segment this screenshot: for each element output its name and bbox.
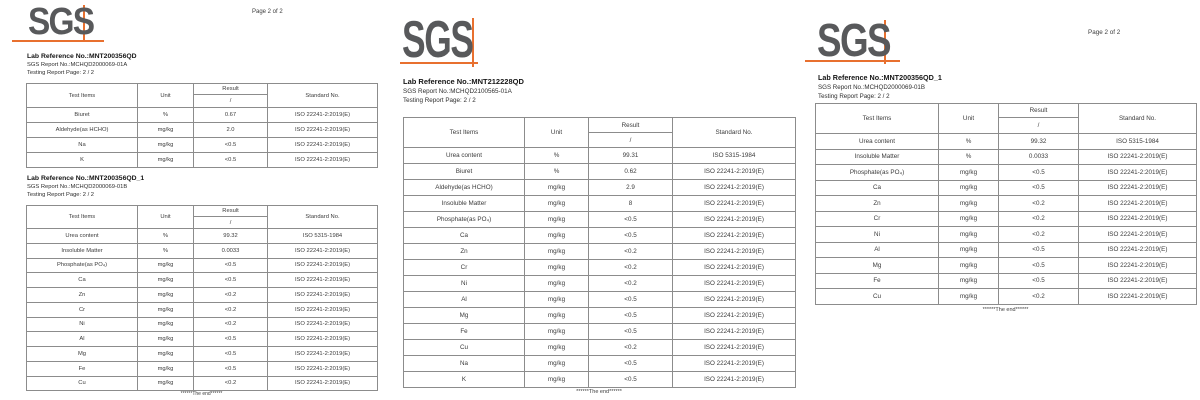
table-cell: <0.2 <box>194 376 268 391</box>
table-cell: % <box>138 243 194 258</box>
lab-reference-line: Lab Reference No.:MNT200356QD_1 <box>27 175 145 182</box>
table-cell: Urea content <box>816 134 939 150</box>
section-header <box>27 174 144 199</box>
table-row <box>816 289 1197 305</box>
table-cell: ISO 22241-2:2019(E) <box>268 243 378 258</box>
table-cell: mg/kg <box>939 227 999 243</box>
table-cell: mg/kg <box>525 196 589 212</box>
table-cell: Zn <box>816 196 939 212</box>
lab-reference-line: Lab Reference No.:MNT212228QD <box>403 77 524 86</box>
table-cell: <0.5 <box>589 372 673 388</box>
table-cell: mg/kg <box>138 258 194 273</box>
table-cell: <0.2 <box>194 288 268 303</box>
table-row <box>27 229 378 244</box>
table-cell: Ca <box>27 273 138 288</box>
table-row <box>27 317 378 332</box>
table-cell: <0.2 <box>589 276 673 292</box>
table-cell: Zn <box>404 244 525 260</box>
col-header-result: Result <box>589 118 673 133</box>
table-row <box>27 332 378 347</box>
table-cell: Na <box>27 138 138 153</box>
col-header-result: Result <box>194 84 268 95</box>
table-cell: ISO 22241-2:2019(E) <box>1079 165 1197 181</box>
table-cell: <0.5 <box>999 242 1079 258</box>
table-row <box>404 148 796 164</box>
table-cell: % <box>525 148 589 164</box>
table-cell: <0.5 <box>589 212 673 228</box>
table-cell: ISO 22241-2:2019(E) <box>673 340 796 356</box>
table-cell: ISO 22241-2:2019(E) <box>268 317 378 332</box>
report-page-2 <box>400 0 800 400</box>
table-row <box>27 347 378 362</box>
table-row <box>27 361 378 376</box>
table-cell: <0.5 <box>589 356 673 372</box>
col-header-standard: Standard No. <box>268 84 378 108</box>
table-cell: <0.5 <box>999 258 1079 274</box>
table-cell: Na <box>404 356 525 372</box>
col-header-test-items: Test Items <box>27 84 138 108</box>
table-cell: <0.2 <box>194 302 268 317</box>
table-cell: ISO 5315-1984 <box>673 148 796 164</box>
section-header <box>818 73 942 101</box>
table-cell: mg/kg <box>138 332 194 347</box>
table-cell: Phosphate(as PO₄) <box>816 165 939 181</box>
report-page-1 <box>0 0 400 400</box>
table-cell: Phosphate(as PO₄) <box>27 258 138 273</box>
table-row <box>816 165 1197 181</box>
table-cell: ISO 22241-2:2019(E) <box>268 361 378 376</box>
table-cell: 99.32 <box>999 134 1079 150</box>
table-cell: <0.5 <box>194 361 268 376</box>
table-row <box>404 212 796 228</box>
end-note: ******The end****** <box>576 389 622 395</box>
table-row <box>27 108 378 123</box>
table-cell: ISO 22241-2:2019(E) <box>673 260 796 276</box>
table-cell: <0.5 <box>589 308 673 324</box>
table-cell: <0.2 <box>999 227 1079 243</box>
results-table <box>26 205 378 391</box>
results-table <box>815 103 1197 305</box>
table-cell: ISO 22241-2:2019(E) <box>1079 289 1197 305</box>
table-cell: ISO 22241-2:2019(E) <box>673 324 796 340</box>
table-body <box>27 108 378 168</box>
testing-page-line: Testing Report Page: 2 / 2 <box>818 93 890 100</box>
table-cell: mg/kg <box>939 258 999 274</box>
report-no-line: SGS Report No.:MCHQD2100565-01A <box>403 88 512 95</box>
table-cell: mg/kg <box>939 242 999 258</box>
table-cell: <0.5 <box>999 180 1079 196</box>
table-row <box>404 196 796 212</box>
table-cell: Ca <box>816 180 939 196</box>
table-cell: <0.5 <box>999 273 1079 289</box>
table-cell: mg/kg <box>138 138 194 153</box>
table-cell: Insoluble Matter <box>27 243 138 258</box>
table-cell: ISO 22241-2:2019(E) <box>268 376 378 391</box>
col-header-unit: Unit <box>939 104 999 134</box>
table-cell: <0.5 <box>194 153 268 168</box>
table-row <box>404 180 796 196</box>
table-cell: Fe <box>404 324 525 340</box>
table-cell: ISO 22241-2:2019(E) <box>673 292 796 308</box>
table-cell: Biuret <box>404 164 525 180</box>
table-cell: ISO 22241-2:2019(E) <box>268 123 378 138</box>
table-row <box>404 324 796 340</box>
table-cell: 8 <box>589 196 673 212</box>
table-cell: ISO 22241-2:2019(E) <box>268 153 378 168</box>
table-row <box>816 242 1197 258</box>
table-row <box>404 292 796 308</box>
table-row <box>404 260 796 276</box>
table-cell: mg/kg <box>138 361 194 376</box>
table-cell: ISO 22241-2:2019(E) <box>673 356 796 372</box>
table-cell: ISO 22241-2:2019(E) <box>268 347 378 362</box>
sgs-logo-text: SGS <box>28 1 94 43</box>
table-cell: mg/kg <box>138 273 194 288</box>
table-body <box>27 229 378 391</box>
table-cell: Ni <box>404 276 525 292</box>
col-header-result-sub: / <box>194 95 268 108</box>
report-no-line: SGS Report No.:MCHQD2000069-01B <box>818 84 925 91</box>
col-header-result-sub: / <box>999 118 1079 134</box>
table-cell: ISO 22241-2:2019(E) <box>268 332 378 347</box>
col-header-result: Result <box>194 206 268 217</box>
table-row <box>27 273 378 288</box>
table-cell: <0.5 <box>589 324 673 340</box>
table-row <box>404 276 796 292</box>
table-cell: Mg <box>27 347 138 362</box>
table-row <box>816 273 1197 289</box>
table-cell: <0.2 <box>589 244 673 260</box>
table-cell: ISO 22241-2:2019(E) <box>1079 149 1197 165</box>
table-cell: <0.5 <box>589 292 673 308</box>
table-cell: % <box>525 164 589 180</box>
col-header-result: Result <box>999 104 1079 118</box>
end-note: ******The end****** <box>180 391 223 397</box>
table-cell: 99.31 <box>589 148 673 164</box>
table-cell: ISO 22241-2:2019(E) <box>1079 258 1197 274</box>
table-cell: mg/kg <box>525 180 589 196</box>
table-row <box>816 227 1197 243</box>
table-cell: ISO 22241-2:2019(E) <box>268 273 378 288</box>
table-cell: mg/kg <box>939 180 999 196</box>
col-header-test-items: Test Items <box>27 206 138 229</box>
table-cell: <0.5 <box>999 165 1079 181</box>
table-cell: ISO 5315-1984 <box>1079 134 1197 150</box>
table-cell: Al <box>27 332 138 347</box>
table-cell: Mg <box>404 308 525 324</box>
table-row <box>816 258 1197 274</box>
table-cell: ISO 22241-2:2019(E) <box>268 302 378 317</box>
table-cell: <0.5 <box>589 228 673 244</box>
table-cell: ISO 22241-2:2019(E) <box>1079 196 1197 212</box>
table-cell: 2.0 <box>194 123 268 138</box>
table-cell: ISO 22241-2:2019(E) <box>1079 227 1197 243</box>
table-cell: Ni <box>27 317 138 332</box>
table-row <box>404 308 796 324</box>
table-cell: ISO 22241-2:2019(E) <box>673 308 796 324</box>
table-cell: ISO 22241-2:2019(E) <box>673 212 796 228</box>
col-header-unit: Unit <box>138 206 194 229</box>
table-row <box>27 302 378 317</box>
table-cell: ISO 22241-2:2019(E) <box>1079 211 1197 227</box>
table-cell: mg/kg <box>525 340 589 356</box>
section-header <box>403 77 524 105</box>
table-cell: Aldehyde(as HCHO) <box>27 123 138 138</box>
table-cell: Cu <box>816 289 939 305</box>
table-cell: mg/kg <box>939 289 999 305</box>
table-cell: Insoluble Matter <box>404 196 525 212</box>
table-cell: mg/kg <box>525 260 589 276</box>
table-cell: ISO 22241-2:2019(E) <box>1079 180 1197 196</box>
col-header-standard: Standard No. <box>268 206 378 229</box>
col-header-test-items: Test Items <box>816 104 939 134</box>
table-cell: % <box>138 229 194 244</box>
table-cell: mg/kg <box>525 356 589 372</box>
table-cell: mg/kg <box>525 292 589 308</box>
table-cell: 2.9 <box>589 180 673 196</box>
table-cell: ISO 5315-1984 <box>268 229 378 244</box>
report-no-line: SGS Report No.:MCHQD2000069-01A <box>27 62 128 68</box>
table-cell: mg/kg <box>138 317 194 332</box>
table-cell: ISO 22241-2:2019(E) <box>268 138 378 153</box>
table-cell: <0.5 <box>194 332 268 347</box>
table-cell: ISO 22241-2:2019(E) <box>268 108 378 123</box>
table-cell: % <box>138 108 194 123</box>
results-table <box>26 83 378 168</box>
table-cell: Urea content <box>404 148 525 164</box>
table-cell: <0.2 <box>999 211 1079 227</box>
table-cell: <0.2 <box>194 317 268 332</box>
table-row <box>816 180 1197 196</box>
table-cell: mg/kg <box>939 165 999 181</box>
table-cell: <0.5 <box>194 138 268 153</box>
sgs-logo-text: SGS <box>817 14 890 66</box>
table-cell: mg/kg <box>525 244 589 260</box>
table-row <box>27 258 378 273</box>
table-row <box>404 244 796 260</box>
table-cell: ISO 22241-2:2019(E) <box>673 196 796 212</box>
results-table <box>403 117 796 388</box>
section-header <box>27 52 137 77</box>
table-cell: <0.2 <box>999 289 1079 305</box>
table-cell: <0.5 <box>194 347 268 362</box>
col-header-unit: Unit <box>525 118 589 148</box>
table-cell: % <box>939 134 999 150</box>
table-cell: <0.5 <box>194 258 268 273</box>
testing-page-line: Testing Report Page: 2 / 2 <box>27 70 95 76</box>
table-cell: 0.0033 <box>194 243 268 258</box>
sgs-logo-text: SGS <box>402 11 473 69</box>
table-row <box>27 243 378 258</box>
table-cell: K <box>404 372 525 388</box>
col-header-result-sub: / <box>589 133 673 148</box>
table-row <box>27 153 378 168</box>
table-cell: Cr <box>404 260 525 276</box>
table-row <box>816 149 1197 165</box>
table-cell: Fe <box>27 361 138 376</box>
report-page-3 <box>800 0 1200 400</box>
lab-reference-line: Lab Reference No.:MNT200356QD <box>27 53 137 60</box>
table-cell: K <box>27 153 138 168</box>
col-header-test-items: Test Items <box>404 118 525 148</box>
table-cell: ISO 22241-2:2019(E) <box>673 276 796 292</box>
table-cell: Ca <box>404 228 525 244</box>
page-number-label: Page 2 of 2 <box>252 9 283 15</box>
table-cell: <0.5 <box>194 273 268 288</box>
end-note: ******The end****** <box>982 307 1029 313</box>
table-cell: mg/kg <box>939 273 999 289</box>
table-cell: ISO 22241-2:2019(E) <box>673 164 796 180</box>
table-row <box>404 164 796 180</box>
table-cell: <0.2 <box>589 340 673 356</box>
table-cell: Al <box>404 292 525 308</box>
table-cell: Cr <box>816 211 939 227</box>
table-row <box>816 196 1197 212</box>
table-cell: Cu <box>27 376 138 391</box>
report-no-line: SGS Report No.:MCHQD2000069-01B <box>27 184 128 190</box>
table-row <box>27 123 378 138</box>
table-cell: Cr <box>27 302 138 317</box>
table-row <box>27 138 378 153</box>
table-body <box>816 134 1197 305</box>
table-cell: mg/kg <box>138 302 194 317</box>
table-cell: ISO 22241-2:2019(E) <box>1079 242 1197 258</box>
table-cell: ISO 22241-2:2019(E) <box>673 228 796 244</box>
table-cell: 0.67 <box>194 108 268 123</box>
table-cell: <0.2 <box>589 260 673 276</box>
table-cell: Urea content <box>27 229 138 244</box>
col-header-standard: Standard No. <box>1079 104 1197 134</box>
table-row <box>27 376 378 391</box>
table-cell: Insoluble Matter <box>816 149 939 165</box>
page-number-label: Page 2 of 2 <box>1088 29 1121 36</box>
table-row <box>816 134 1197 150</box>
table-row <box>404 340 796 356</box>
table-cell: 0.62 <box>589 164 673 180</box>
table-row <box>404 372 796 388</box>
table-cell: Cu <box>404 340 525 356</box>
table-cell: mg/kg <box>138 376 194 391</box>
table-row <box>27 288 378 303</box>
table-cell: <0.2 <box>999 196 1079 212</box>
table-cell: mg/kg <box>525 324 589 340</box>
table-cell: mg/kg <box>525 372 589 388</box>
table-cell: ISO 22241-2:2019(E) <box>673 180 796 196</box>
table-cell: Zn <box>27 288 138 303</box>
table-cell: mg/kg <box>138 153 194 168</box>
testing-page-line: Testing Report Page: 2 / 2 <box>27 192 95 198</box>
table-cell: ISO 22241-2:2019(E) <box>268 288 378 303</box>
col-header-standard: Standard No. <box>673 118 796 148</box>
table-cell: mg/kg <box>138 347 194 362</box>
table-cell: mg/kg <box>525 276 589 292</box>
table-cell: Biuret <box>27 108 138 123</box>
table-cell: Ni <box>816 227 939 243</box>
table-cell: mg/kg <box>138 288 194 303</box>
table-cell: ISO 22241-2:2019(E) <box>268 258 378 273</box>
lab-reference-line: Lab Reference No.:MNT200356QD_1 <box>818 73 942 82</box>
table-cell: mg/kg <box>138 123 194 138</box>
table-body <box>404 148 796 388</box>
table-cell: mg/kg <box>525 228 589 244</box>
table-cell: mg/kg <box>525 308 589 324</box>
table-cell: Phosphate(as PO₄) <box>404 212 525 228</box>
table-cell: 99.32 <box>194 229 268 244</box>
table-cell: mg/kg <box>939 196 999 212</box>
table-cell: mg/kg <box>525 212 589 228</box>
col-header-unit: Unit <box>138 84 194 108</box>
testing-page-line: Testing Report Page: 2 / 2 <box>403 97 476 104</box>
table-row <box>404 356 796 372</box>
table-cell: ISO 22241-2:2019(E) <box>673 244 796 260</box>
table-cell: Fe <box>816 273 939 289</box>
table-cell: ISO 22241-2:2019(E) <box>673 372 796 388</box>
table-cell: Aldehyde(as HCHO) <box>404 180 525 196</box>
table-cell: ISO 22241-2:2019(E) <box>1079 273 1197 289</box>
table-cell: % <box>939 149 999 165</box>
table-row <box>816 211 1197 227</box>
table-row <box>404 228 796 244</box>
table-cell: Al <box>816 242 939 258</box>
table-cell: Mg <box>816 258 939 274</box>
table-cell: mg/kg <box>939 211 999 227</box>
table-cell: 0.0033 <box>999 149 1079 165</box>
col-header-result-sub: / <box>194 217 268 229</box>
